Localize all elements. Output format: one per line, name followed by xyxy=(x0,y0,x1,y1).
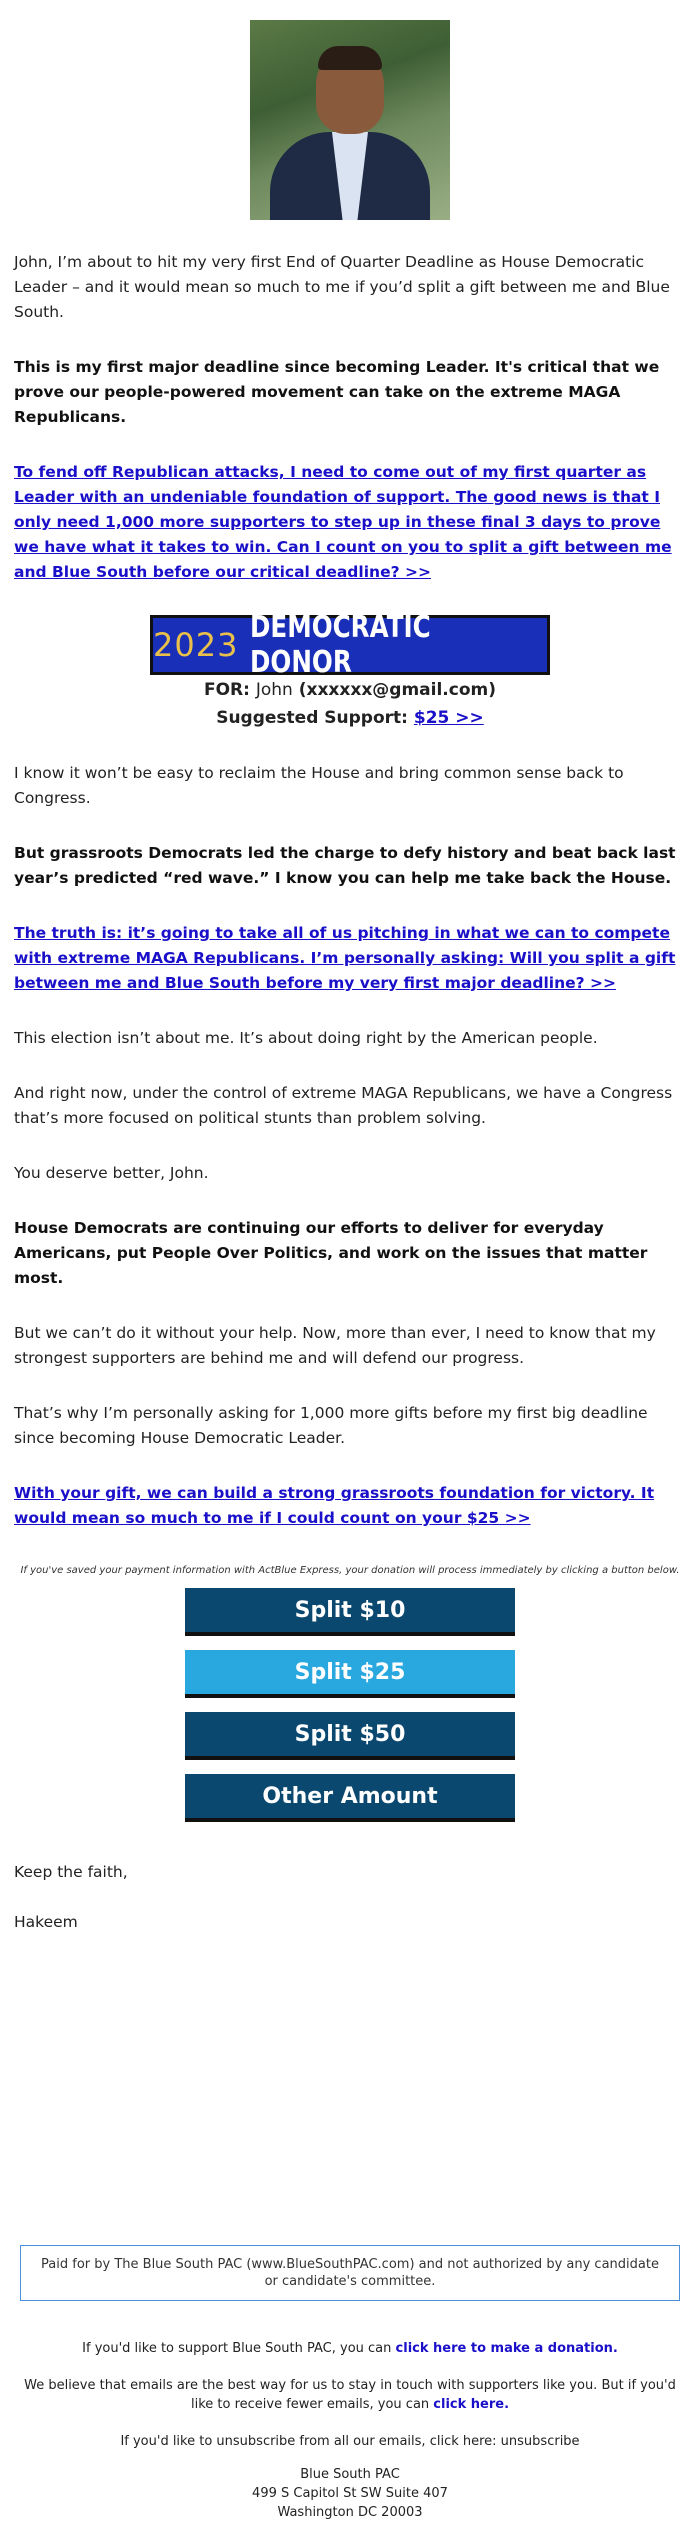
donate-link-1[interactable]: To fend off Republican attacks, I need to come out of my first quarter as Leader with an undeniable foundation of support. The good news is that I only need 1,000 more supporters to step up in these final 3 days to prove we have what it takes to win. Can I count on you to split a gift between me and Blue South before our critical deadline? >> xyxy=(14,463,672,581)
hair-shape xyxy=(318,46,382,70)
portrait-photo xyxy=(250,20,450,220)
paragraph-deserve: You deserve better, John. xyxy=(14,1164,209,1182)
signoff-line: Keep the faith, xyxy=(14,1863,128,1881)
fewer-text: We believe that emails are the best way for us to stay in touch with supporters like you. But if you'd like to receive fewer emails, you can xyxy=(24,2378,676,2412)
paragraph-congress: And right now, under the control of extreme MAGA Republicans, we have a Congress that’s more focused on political stunts than problem solving. xyxy=(14,1084,673,1127)
donor-for-line xyxy=(14,677,686,703)
paragraph-election: This election isn’t about me. It’s about doing right by the American people. xyxy=(14,1029,598,1047)
actblue-express-note: If you've saved your payment information with ActBlue Express, your donation will process immediately by clicking a button below. xyxy=(20,1565,680,1576)
donate-link-2[interactable]: The truth is: it’s going to take all of us pitching in what we can to compete with extreme MAGA Republicans. I’m personally asking: Will you split a gift between me and Blue South before my very first major deadline? >> xyxy=(14,924,676,992)
support-line xyxy=(14,2339,686,2358)
donate-link-3[interactable]: With your gift, we can build a strong grassroots foundation for victory. It would mean so much to me if I could count on your $25 >> xyxy=(14,1484,655,1527)
for-email: (xxxxxx@gmail.com) xyxy=(298,680,497,700)
paragraph-deadline: This is my first major deadline since becoming Leader. It's critical that we prove our people-powered movement can take on the extreme MAGA Republicans. xyxy=(14,358,660,426)
city-address: Washington DC 20003 xyxy=(277,2505,423,2520)
support-label: Suggested Support: xyxy=(216,708,408,728)
split-10-button[interactable]: Split $10 xyxy=(185,1588,515,1636)
signature-name: Hakeem xyxy=(14,1913,78,1931)
paragraph-reclaim: I know it won’t be easy to reclaim the House and bring common sense back to Congress. xyxy=(14,764,624,807)
org-name: Blue South PAC xyxy=(300,2467,400,2482)
make-donation-link[interactable]: click here to make a donation. xyxy=(395,2341,618,2356)
street-address: 499 S Capitol St SW Suite 407 xyxy=(252,2486,448,2501)
unsubscribe-line[interactable]: If you'd like to unsubscribe from all our emails, click here: unsubscribe xyxy=(120,2434,580,2449)
support-amount-link[interactable]: $25 >> xyxy=(413,708,484,728)
address-block xyxy=(14,2465,686,2522)
paragraph-gifts: That’s why I’m personally asking for 1,000 more gifts before my first big deadline since becoming House Democratic Leader. xyxy=(14,1404,648,1447)
split-50-button[interactable]: Split $50 xyxy=(185,1712,515,1760)
for-name: John xyxy=(255,680,293,700)
donation-buttons xyxy=(14,1588,686,1822)
paragraph-intro: John, I’m about to hit my very first End of Quarter Deadline as House Democratic Leader – and it would mean so much to me if you’d split a gift between me and Blue South. xyxy=(14,253,670,321)
for-label: FOR: xyxy=(203,680,250,700)
email-body xyxy=(0,20,700,2522)
paragraph-grassroots: But grassroots Democrats led the charge to defy history and beat back last year’s predicted “red wave.” I know you can help me take back the House. xyxy=(14,844,676,887)
support-prefix: If you'd like to support Blue South PAC, you can xyxy=(82,2341,392,2356)
paragraph-help: But we can’t do it without your help. Now, more than ever, I need to know that my strongest supporters are behind me and will defend our progress. xyxy=(14,1324,656,1367)
donor-banner[interactable] xyxy=(150,610,550,680)
suggested-support-line xyxy=(14,705,686,731)
paid-for-disclaimer: Paid for by The Blue South PAC (www.BlueSouthPAC.com) and not authorized by any candidate or candidate's committee. xyxy=(20,2245,680,2301)
other-amount-button[interactable]: Other Amount xyxy=(185,1774,515,1822)
paragraph-house-democrats: House Democrats are continuing our efforts to deliver for everyday Americans, put People Over Politics, and work on the issues that matter most. xyxy=(14,1219,648,1287)
donor-title: DEMOCRATIC DONOR xyxy=(250,610,432,680)
split-25-button[interactable]: Split $25 xyxy=(185,1650,515,1698)
donor-year: 2023 xyxy=(153,626,239,664)
fewer-emails-link[interactable]: click here. xyxy=(433,2397,510,2412)
